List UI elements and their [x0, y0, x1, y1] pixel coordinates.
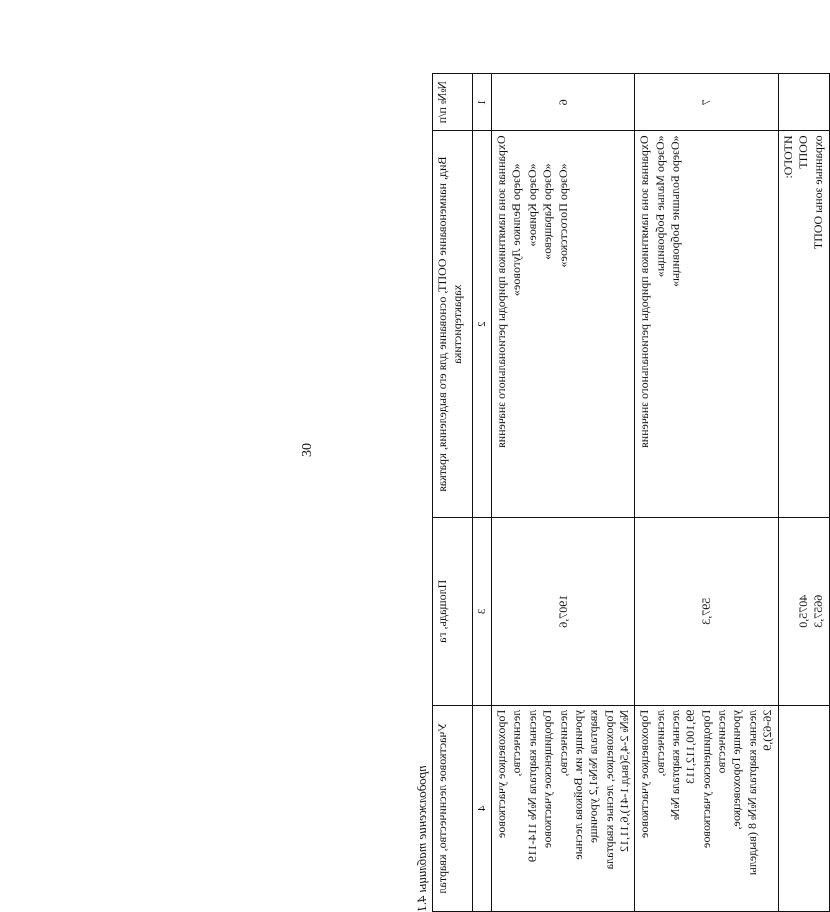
- rotated-page-content: [414, 73, 826, 912]
- location-line: лесничество,: [652, 709, 667, 777]
- location-line: лесничество,: [555, 709, 570, 777]
- total-label: ООПТ: [795, 135, 810, 169]
- total-label: охранные зоны ООПТ: [811, 135, 826, 250]
- object-name: «Озеро Кривое»: [524, 163, 539, 247]
- location-line: лесные квартала №№ 8 (выделы: [744, 709, 759, 876]
- location-line: лесничество: [714, 709, 729, 774]
- row-area: 1907,6: [492, 517, 635, 705]
- location-line: №№ 2-4,5(выд.1-41),6,11,12: [616, 709, 631, 853]
- protected-areas-table: [432, 73, 830, 912]
- total-label: ИТОГО:: [780, 135, 795, 179]
- row-number: 6: [492, 74, 635, 131]
- row-area: 597,3: [635, 517, 778, 705]
- location-line: лесные квартала №№: [668, 709, 683, 821]
- object-list: [509, 135, 570, 512]
- table-row: [492, 74, 635, 912]
- location-line: Городищенское участковое: [698, 709, 713, 849]
- location-line: квартала №№1,2 урочище: [586, 709, 601, 843]
- table-wrapper: [414, 73, 826, 912]
- zone-label: Охранная зона памятников природы регионального значения: [494, 135, 509, 448]
- total-location-cell: [778, 705, 829, 911]
- location-line: 26-62),9: [760, 709, 775, 751]
- header-description: Вид, наименование ООПТ, основание для его выделения, краткая характеристика: [433, 131, 473, 517]
- header-area: Площадь, га: [433, 517, 473, 705]
- column-number: 1: [473, 74, 492, 131]
- location-line: Городищенское участковое: [540, 709, 555, 849]
- row-location: [635, 705, 778, 911]
- table-caption: продолжение таблицы 4.1: [414, 765, 429, 912]
- column-number: 4: [473, 705, 492, 911]
- location-line: Гороховецкое участковое: [637, 709, 652, 839]
- location-line: Гороховецкое участковое: [494, 709, 509, 839]
- object-list: [653, 135, 684, 512]
- object-name: «Озеро Большие Бобровицы»: [668, 135, 683, 287]
- row-description: [635, 131, 778, 517]
- row-location: [492, 705, 635, 911]
- location-line: лесничество,: [509, 709, 524, 777]
- row-number: 7: [635, 74, 778, 131]
- table-header-row: [433, 74, 473, 912]
- location-line: урочище им. Войкова лесные: [570, 709, 585, 860]
- column-number: 2: [473, 131, 492, 517]
- zone-label: Охранная зона памятников природы регионального значения: [637, 135, 652, 448]
- total-value: 4075,0: [795, 594, 810, 628]
- object-name: «Озеро Великое Луговое»: [509, 163, 524, 297]
- table-row: [635, 74, 778, 912]
- column-number: 3: [473, 517, 492, 705]
- location-line: 99,100,112,113: [683, 709, 698, 784]
- total-row: [778, 74, 829, 912]
- location-line: урочище Гороховецкое,: [729, 709, 744, 830]
- total-number-cell: [778, 74, 829, 131]
- object-name: «Озеро Каращево»: [540, 163, 555, 260]
- total-values: [778, 517, 829, 705]
- location-line: лесные квартала №№ 114-119: [524, 709, 539, 863]
- object-name: «Озеро Погостское»: [555, 163, 570, 268]
- header-number: №№ п/п: [433, 74, 473, 131]
- page-number: 30: [300, 443, 315, 457]
- column-number-row: [473, 74, 492, 912]
- header-location: Участковое лесничество, квартал: [433, 705, 473, 911]
- object-name: «Озеро Малые Бобровицы»: [652, 135, 667, 278]
- location-line: Гороховецкое, лесные квартала: [601, 709, 616, 870]
- total-labels: [778, 131, 829, 517]
- total-value: 6657,3: [810, 594, 825, 628]
- row-description: [492, 131, 635, 517]
